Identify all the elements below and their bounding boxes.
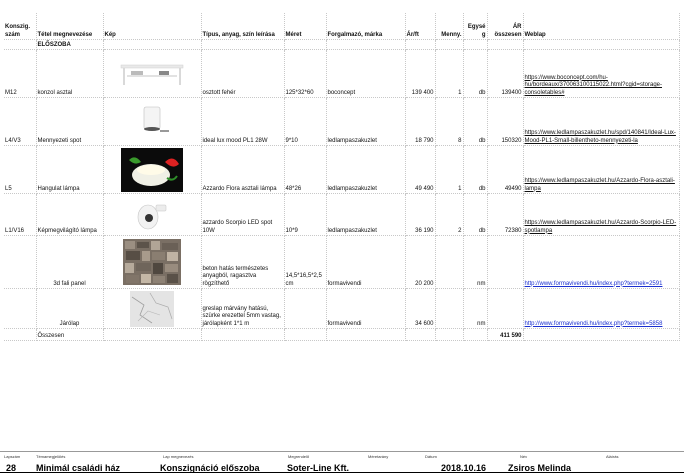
header-size: Méret: [284, 13, 326, 40]
row-vendor: ledlampaszakuzlet: [326, 194, 405, 236]
footer-label-topic: Témamegjelölés: [36, 454, 66, 459]
row-total: [487, 289, 523, 329]
footer-label-scale: Méretarány: [368, 454, 389, 459]
row-name: 3d fali panel: [36, 236, 103, 289]
row-web-link[interactable]: https://www.boconcept.com/hu-hu/bordeaux/3700631001150​22.html?cgid=storage-consoletables#: [523, 50, 679, 98]
row-total: 49490: [487, 146, 523, 194]
footer-client: Soter-Line Kft.: [287, 463, 349, 473]
row-type: beton hatás természetes anyagból, ragasztva rögzíthető: [201, 236, 284, 289]
row-vendor: ledlampaszakuzlet: [326, 146, 405, 194]
picture-light-image: [103, 194, 201, 236]
header-name: Tétel megnevezése: [36, 13, 103, 40]
row-unit: db: [463, 50, 487, 98]
table-row: [4, 50, 679, 98]
footer-page-number: 28: [6, 463, 17, 473]
row-qty: 2: [435, 194, 463, 236]
row-type: ideal lux mood PL1 28W: [201, 98, 284, 146]
footer-designer-name: Zsiros Melinda: [508, 463, 572, 473]
row-name: konzol asztal: [36, 50, 103, 98]
footer-label-date: Dátum: [425, 454, 437, 459]
row-type: osztott fehér: [201, 50, 284, 98]
table-row: [4, 236, 679, 289]
header-code: Konszig. szám: [4, 13, 36, 40]
row-qty: 1: [435, 146, 463, 194]
row-total: 150320: [487, 98, 523, 146]
row-code: M12: [4, 50, 36, 98]
row-qty: [435, 236, 463, 289]
row-size: 48*26: [284, 146, 326, 194]
row-unit: nm: [463, 236, 487, 289]
console-table-image: [103, 50, 201, 98]
header-price: Ár/ft: [405, 13, 435, 40]
row-price: 18 790: [405, 98, 435, 146]
footer-divider: [0, 472, 684, 473]
row-code: L4/V3: [4, 98, 36, 146]
header-image: Kép: [103, 13, 201, 40]
footer-label-name: Név: [520, 454, 528, 459]
footer-date: 2018.10.16: [441, 463, 487, 473]
header-total: ÁR összesen: [487, 13, 523, 40]
row-price: 34 600: [405, 289, 435, 329]
row-size: 10*9: [284, 194, 326, 236]
sum-label: Összesen: [36, 329, 103, 341]
sum-row: [4, 329, 679, 341]
row-qty: 8: [435, 98, 463, 146]
row-vendor: boconcept: [326, 50, 405, 98]
row-unit: db: [463, 194, 487, 236]
wall-panel-image: [103, 236, 201, 289]
row-qty: [435, 289, 463, 329]
row-name: Mennyezeti spot: [36, 98, 103, 146]
row-code: [4, 289, 36, 329]
header-qty: Menny.: [435, 13, 463, 40]
row-web-link[interactable]: http://www.formavivendi.hu/index.php?termek=2591: [523, 236, 679, 289]
sum-value: 411 590: [487, 329, 523, 341]
header-row: [4, 13, 679, 40]
header-unit: Egység: [463, 13, 487, 40]
row-size: 9*10: [284, 98, 326, 146]
footer-topic: Minimál családi ház: [36, 463, 121, 473]
footer-label-sheet-name: Lap megnevezés: [163, 454, 194, 459]
row-price: 36 190: [405, 194, 435, 236]
row-type: Azzardo Flora asztali lámpa: [201, 146, 284, 194]
row-qty: 1: [435, 50, 463, 98]
row-name: Hangulat lámpa: [36, 146, 103, 194]
row-size: 125*32*60: [284, 50, 326, 98]
header-type: Típus, anyag, szín leírása: [201, 13, 284, 40]
section-row: [4, 40, 679, 50]
table-row: [4, 194, 679, 236]
row-vendor: formavivendi: [326, 236, 405, 289]
section-title: ELŐSZOBA: [36, 40, 103, 50]
row-unit: db: [463, 98, 487, 146]
row-total: 72380: [487, 194, 523, 236]
row-size: [284, 289, 326, 329]
row-size: 14,5*16,5*2,5 cm: [284, 236, 326, 289]
row-type: greslap márvány hatású, szürke erezettel 5mm vastag, járólapként 1*1 m: [201, 289, 284, 329]
row-total: [487, 236, 523, 289]
header-web: Weblap: [523, 13, 679, 40]
row-code: L5: [4, 146, 36, 194]
footer-sheet-name: Konszignáció előszoba: [160, 463, 260, 473]
row-code: [4, 236, 36, 289]
row-price: 139 400: [405, 50, 435, 98]
row-name: Járólap: [36, 289, 103, 329]
row-name: Képmegvilágító lámpa: [36, 194, 103, 236]
row-vendor: ledlampaszakuzlet: [326, 98, 405, 146]
title-block: [0, 451, 684, 475]
row-web-link[interactable]: https://www.ledlampaszakuzlet.hu/spd/140841/Ideal-Lux-Mood-PL1-Small-billentheto-mennyezeti-la: [523, 98, 679, 146]
row-price: 20 200: [405, 236, 435, 289]
row-code: L1/V16: [4, 194, 36, 236]
row-web-link[interactable]: https://www.ledlampaszakuzlet.hu/Azzardo-Flora-asztali-lampa: [523, 146, 679, 194]
mood-lamp-image: [103, 146, 201, 194]
consignation-table: [4, 13, 680, 341]
row-type: azzardo Scorpio LED spot 10W: [201, 194, 284, 236]
table-row: [4, 146, 679, 194]
footer-label-page: Lapszám: [4, 454, 21, 459]
ceiling-spot-image: [103, 98, 201, 146]
header-vendor: Forgalmazó, márka: [326, 13, 405, 40]
floor-tile-image: [103, 289, 201, 329]
row-unit: db: [463, 146, 487, 194]
table-row: [4, 98, 679, 146]
row-vendor: formavivendi: [326, 289, 405, 329]
table-row: [4, 289, 679, 329]
row-price: 49 490: [405, 146, 435, 194]
footer-label-signature: Aláírás: [606, 454, 619, 459]
row-web-link[interactable]: http://www.formavivendi.hu/index.php?termek=5858: [523, 289, 679, 329]
row-unit: nm: [463, 289, 487, 329]
footer-label-client: Megrendelő: [288, 454, 310, 459]
row-total: 139400: [487, 50, 523, 98]
row-web-link[interactable]: https://www.ledlampaszakuzlet.hu/Azzardo-Scorpio-LED-spotlampa: [523, 194, 679, 236]
